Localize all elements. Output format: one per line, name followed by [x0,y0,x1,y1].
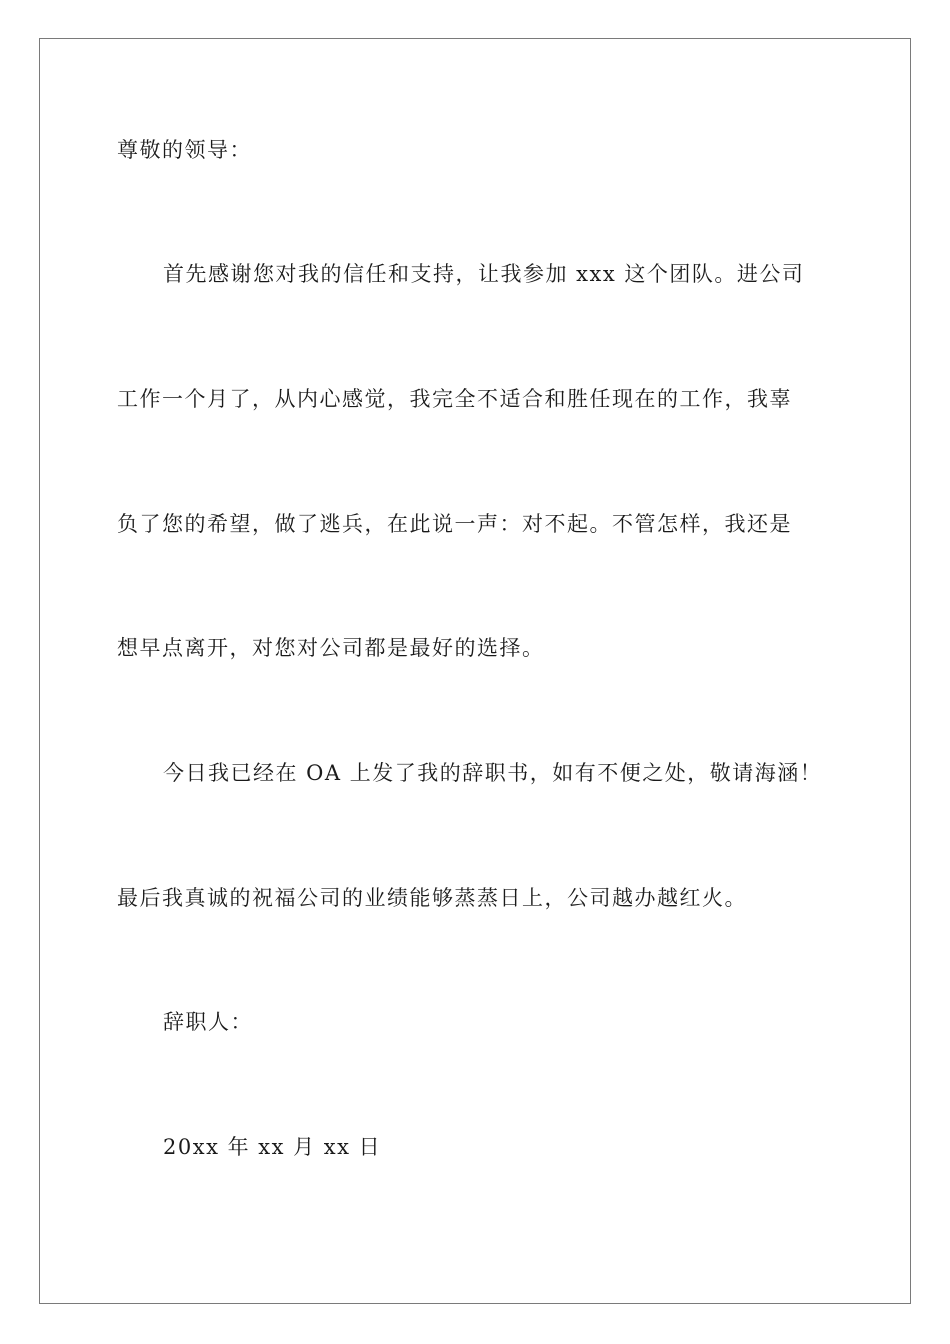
page-frame [39,38,911,1304]
paragraph2-line2: 最后我真诚的祝福公司的业绩能够蒸蒸日上，公司越办越红火。 [117,886,747,910]
paragraph2-line1: 今日我已经在 OA 上发了我的辞职书，如有不便之处，敬请海涵！ [163,761,823,785]
paragraph1-line2: 工作一个月了，从内心感觉，我完全不适合和胜任现在的工作，我辜 [117,387,792,411]
paragraph1-line4: 想早点离开，对您对公司都是最好的选择。 [117,636,545,660]
salutation: 尊敬的领导： [117,138,252,162]
date-line: 20xx 年 xx 月 xx 日 [163,1135,382,1159]
paragraph1-line3: 负了您的希望，做了逃兵，在此说一声：对不起。不管怎样，我还是 [117,512,792,536]
paragraph1-line1: 首先感谢您对我的信任和支持，让我参加 xxx 这个团队。进公司 [163,262,805,286]
signature-label: 辞职人： [163,1010,253,1034]
